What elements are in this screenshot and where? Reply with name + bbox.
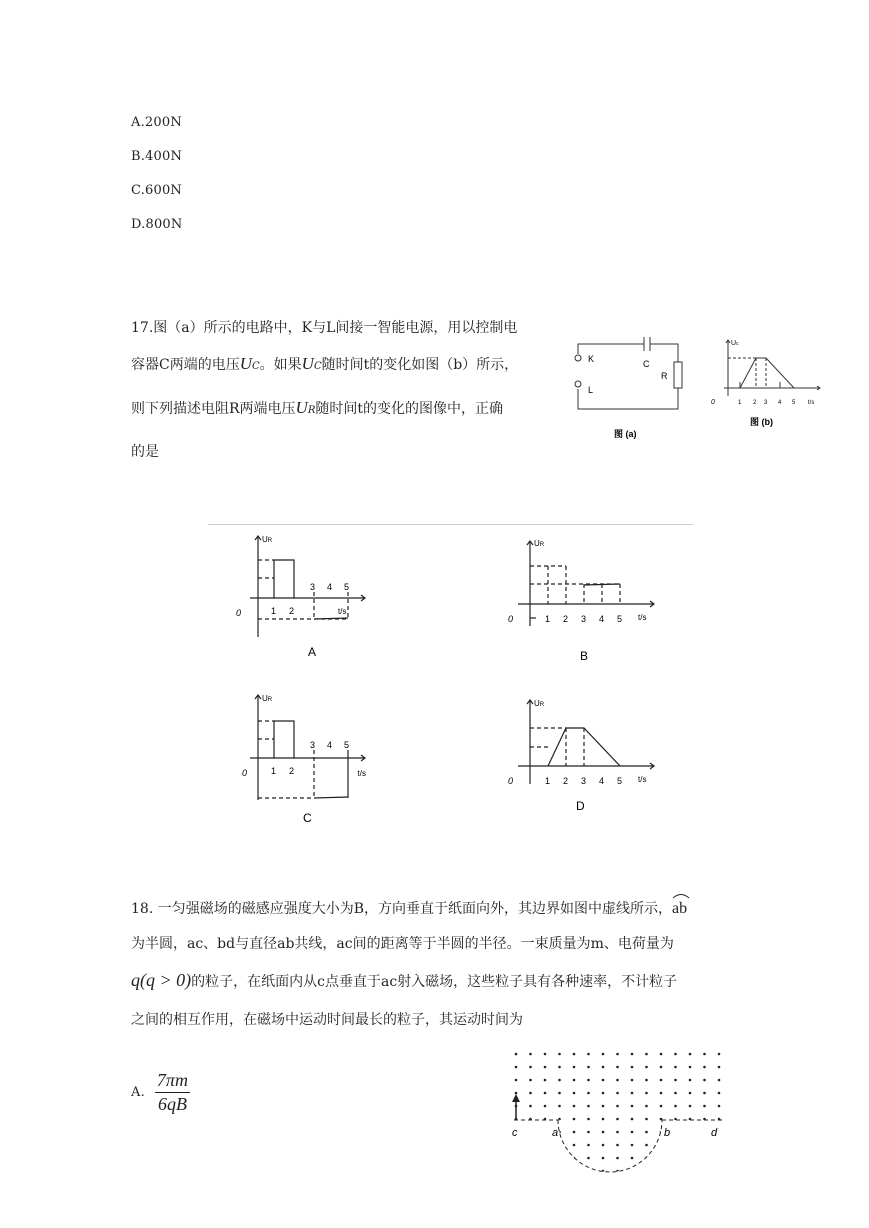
graph-b-tick-4: 4	[599, 614, 605, 624]
graph-b-label: B	[580, 649, 589, 663]
graph-option-b	[502, 536, 662, 666]
option-b-16: B.400N	[131, 149, 183, 164]
option-a-16: A.200N	[131, 115, 182, 130]
graph-c-tick-1: 1	[271, 766, 277, 776]
label-point-c: c	[512, 1127, 518, 1139]
graph-a-origin: 0	[236, 608, 242, 618]
magnetic-field-figure	[506, 1044, 732, 1176]
label-r: R	[661, 371, 668, 381]
q17-line-2: 容器C两端的电压UC。如果UC随时间t的变化如图（b）所示，	[131, 354, 519, 373]
fraction-7pim-6qb: $\frac{7\pi m}{6qB}$	[156, 1070, 188, 1114]
graph-a-tick-4: 4	[327, 582, 333, 592]
fig-b-tick-1: 1	[738, 400, 742, 406]
label-k: K	[588, 354, 595, 364]
option-d-16: D.800N	[131, 217, 183, 232]
options-divider	[208, 524, 693, 525]
graph-b-tick-3: 3	[581, 614, 587, 624]
q18-line-2: 为半圆，ac、bd与直径ab共线，ac间的距离等于半圆的半径。一束质量为m、电荷量为	[131, 936, 674, 952]
label-point-a: a	[552, 1127, 559, 1139]
label-point-d: d	[711, 1127, 718, 1139]
q17-line-4: 的是	[131, 444, 159, 460]
option-c-16: C.600N	[131, 183, 183, 198]
label-l: L	[588, 385, 594, 395]
graph-a-xlabel: t/s	[338, 607, 347, 616]
graph-b-tick-2: 2	[563, 614, 569, 624]
q18-line-4: 之间的相互作用，在磁场中运动时间最长的粒子，其运动时间为	[131, 1012, 523, 1028]
graph-option-c	[230, 690, 370, 826]
graph-d-origin: 0	[508, 776, 514, 786]
graph-b-tick-1: 1	[545, 614, 551, 624]
fig-b-tick-4: 4	[778, 400, 782, 406]
graph-d-ylabel: UR	[534, 699, 545, 708]
graph-c-origin: 0	[242, 768, 248, 778]
graph-a-tick-1: 1	[271, 606, 277, 616]
q17-line-1: 17.图（a）所示的电路中，K与L间接一智能电源，用以控制电	[131, 320, 518, 336]
graph-b-xlabel: t/s	[638, 613, 647, 622]
fig-b-tick-5: 5	[792, 400, 796, 406]
graph-a-tick-2: 2	[289, 606, 295, 616]
graph-d-tick-4: 4	[599, 776, 605, 786]
caption-a: 图 (a)	[614, 429, 637, 439]
fig-b-tick-2: 2	[753, 400, 757, 406]
graph-option-a	[230, 532, 370, 662]
label-point-b: b	[664, 1127, 671, 1139]
graph-c-ylabel: UR	[262, 694, 273, 703]
graph-c-tick-2: 2	[289, 766, 295, 776]
graph-c-tick-4: 4	[327, 740, 333, 750]
circuit-figure-a	[566, 332, 696, 444]
graph-d-tick-3: 3	[581, 776, 587, 786]
graph-d-tick-2: 2	[563, 776, 569, 786]
graph-d-tick-1: 1	[545, 776, 551, 786]
graph-a-tick-3: 3	[310, 582, 316, 592]
graph-a-ylabel: UR	[262, 535, 273, 544]
q18-line-1: 18. 一匀强磁场的磁感应强度大小为B，方向垂直于纸面向外，其边界如图中虚线所示， ab	[131, 895, 687, 919]
graph-c-tick-3: 3	[310, 740, 316, 750]
graph-b-origin: 0	[508, 614, 514, 624]
caption-b: 图 (b)	[750, 417, 773, 427]
graph-d-label: D	[576, 799, 585, 813]
q18-option-a: A. $\frac{7\pi m}{6qB}$	[131, 1070, 188, 1114]
label-c: C	[643, 359, 650, 369]
fig-b-origin: 0	[711, 399, 715, 406]
graph-figure-b	[706, 336, 822, 432]
graph-c-tick-5: 5	[344, 740, 350, 750]
fig-b-xlabel: t/s	[808, 400, 815, 406]
graph-a-label: A	[308, 645, 317, 659]
q17-line-3: 则下列描述电阻R两端电压UR随时间t的变化的图像中，正确	[131, 398, 503, 417]
graph-c-label: C	[303, 811, 312, 825]
arc-ab-symbol: ab	[672, 895, 687, 919]
graph-d-tick-5: 5	[617, 776, 623, 786]
fig-b-ylabel: Uc	[731, 340, 739, 347]
graph-option-d	[502, 694, 662, 818]
graph-b-tick-5: 5	[617, 614, 623, 624]
graph-b-ylabel: UR	[534, 539, 545, 548]
graph-a-tick-5: 5	[344, 582, 350, 592]
q18-line-3: q(q > 0)的粒子，在纸面内从c点垂直于ac射入磁场，这些粒子具有各种速率，不计粒子	[131, 970, 678, 990]
graph-d-xlabel: t/s	[638, 775, 647, 784]
fig-b-tick-3: 3	[764, 400, 768, 406]
graph-c-xlabel: t/s	[357, 769, 366, 778]
